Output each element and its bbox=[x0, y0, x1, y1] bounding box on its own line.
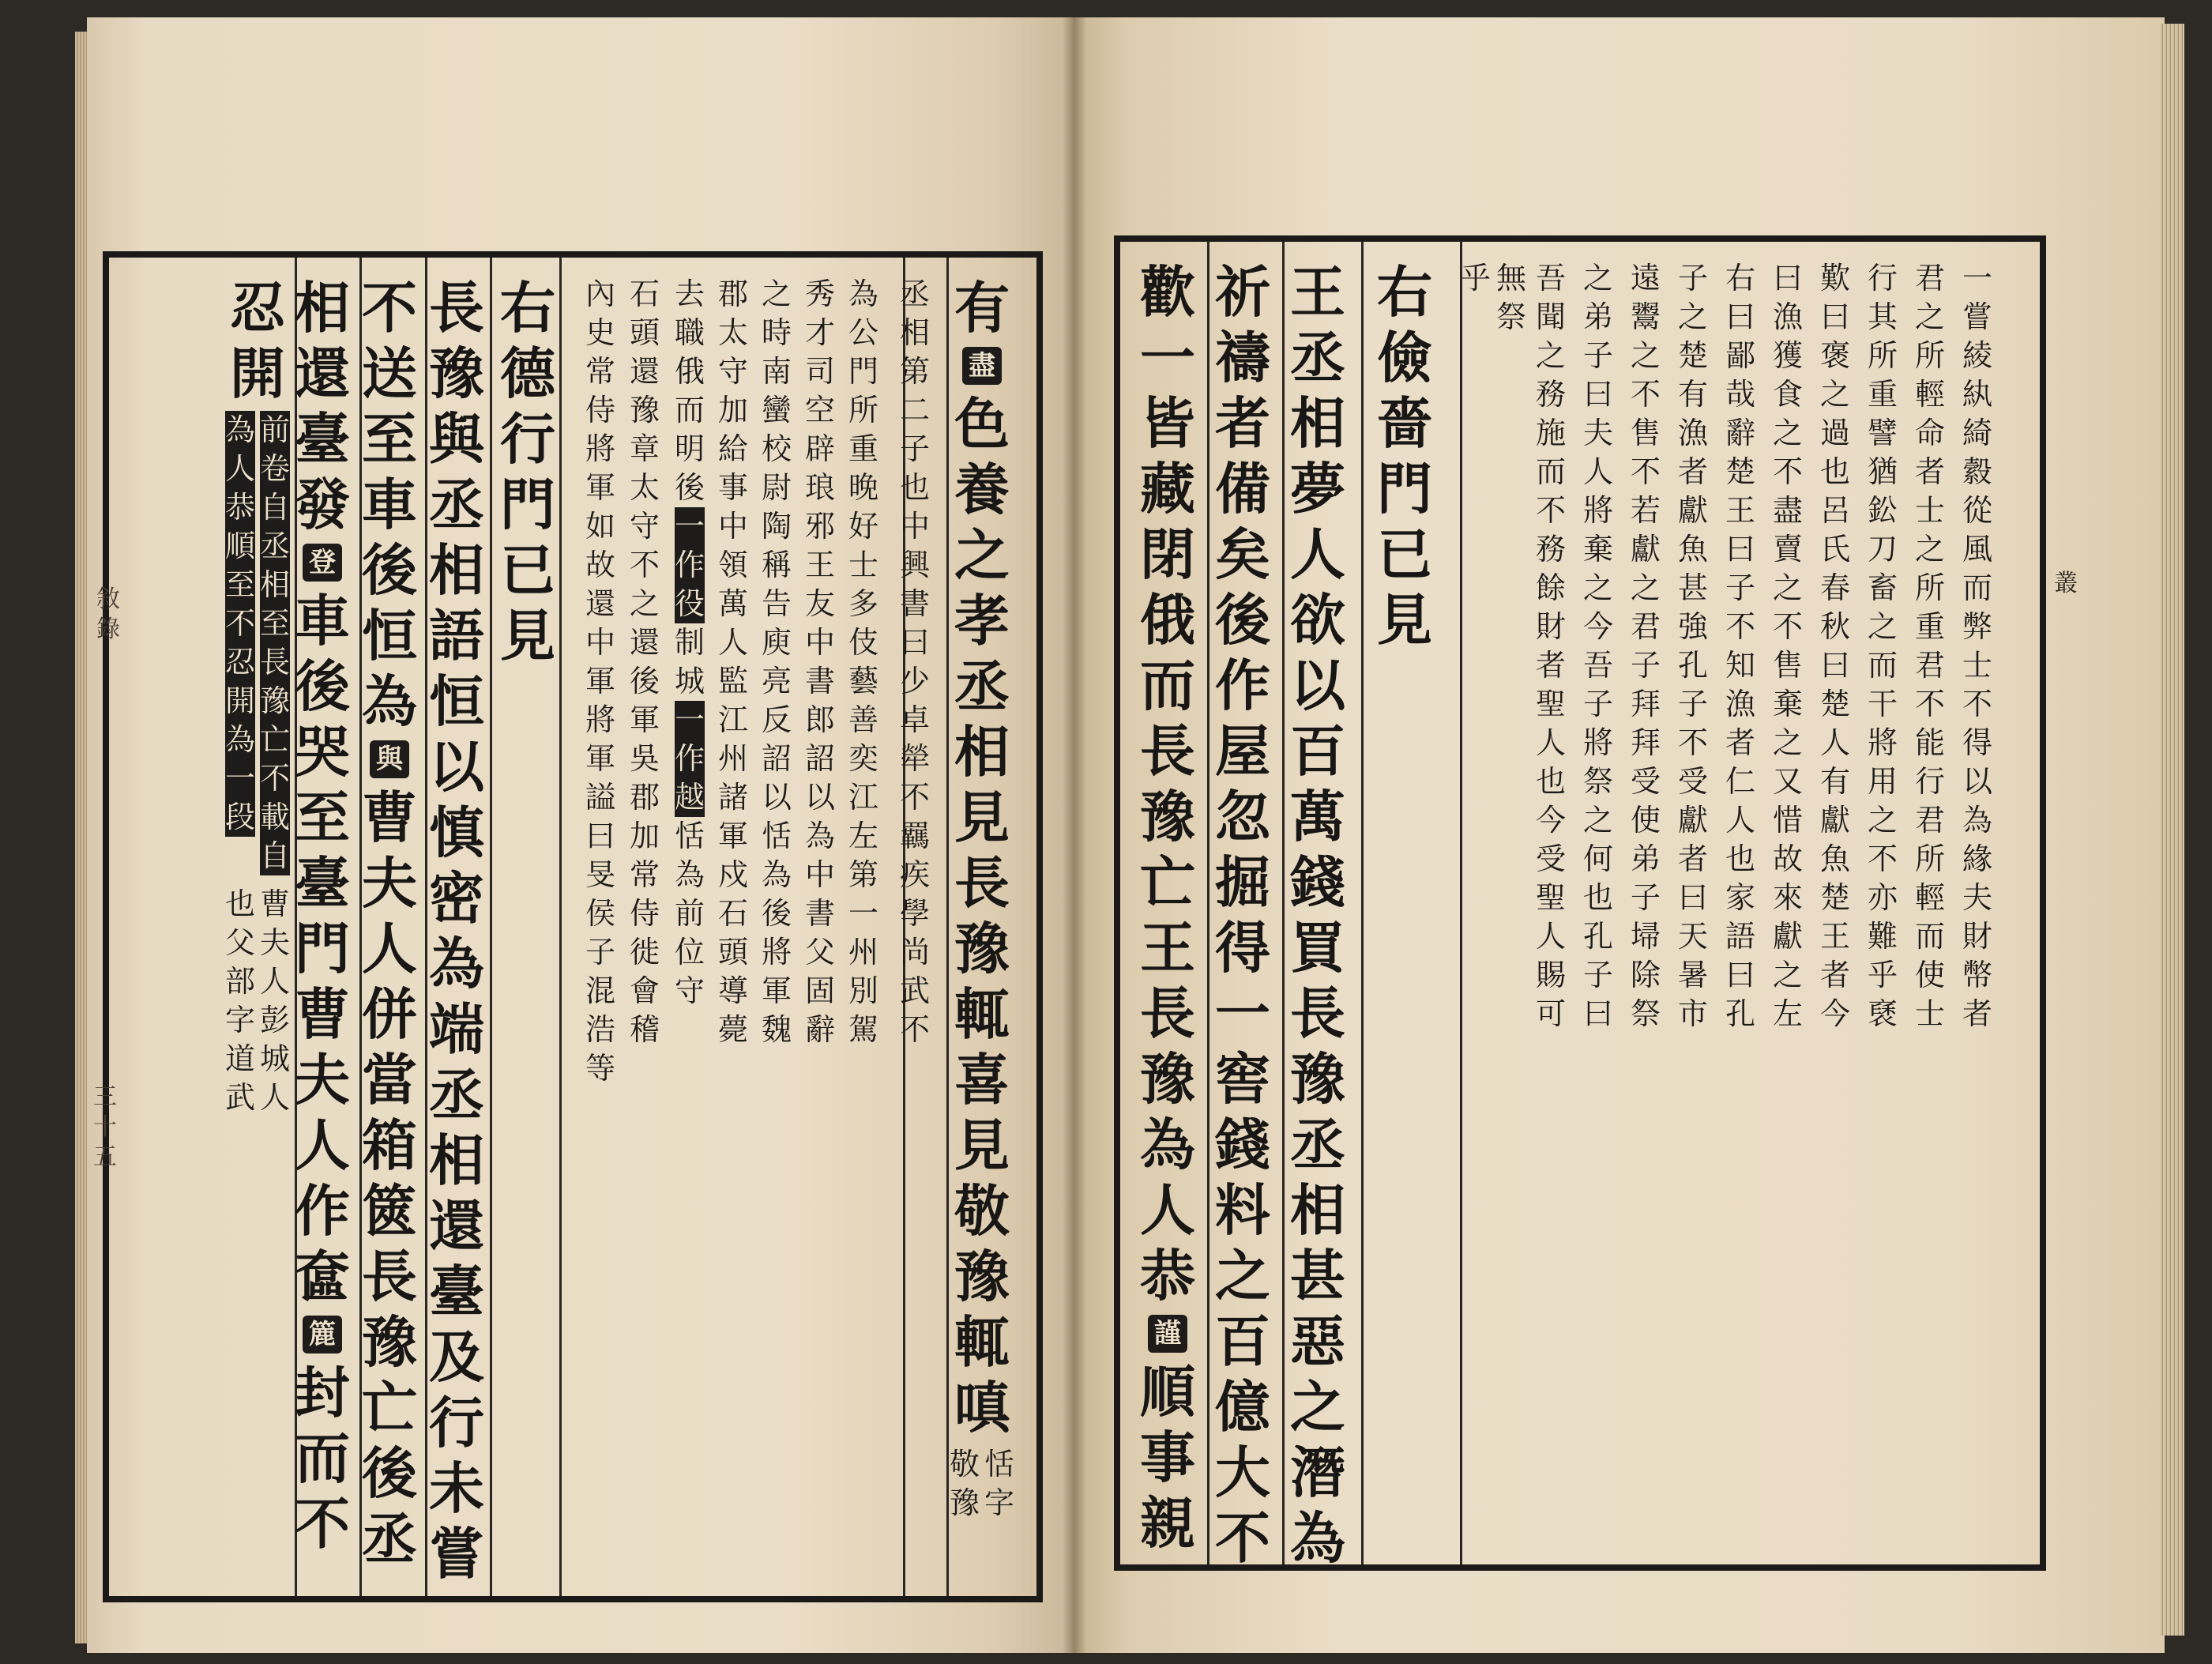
commentary-text: 丞 相 第 二 子 也 中 興 書 曰 少 卓 犖 不 羈 疾 學 尚 武 不 bbox=[899, 277, 930, 1047]
inverted-note: 一 作 役 bbox=[675, 507, 705, 623]
commentary-text: 曰 漁 獲 食 之 不 盡 賣 之 不 售 棄 之 又 惜 故 來 獻 之 左 bbox=[1772, 261, 1803, 1031]
commentary-text: 乎 bbox=[1460, 261, 1491, 296]
text-column bbox=[950, 275, 1014, 1527]
text-column bbox=[1718, 259, 1762, 1033]
text-column bbox=[1529, 259, 1573, 1033]
commentary-text: 之 弟 子 曰 夫 人 將 棄 之 今 吾 子 將 祭 之 何 也 孔 子 曰 bbox=[1582, 261, 1613, 1031]
text-column bbox=[1955, 259, 1999, 1033]
annotation-line: 曹 夫 人 彭 城 人 bbox=[260, 887, 291, 1115]
main-text: 不 送 至 車 後 恒 為 bbox=[362, 275, 417, 734]
text-column bbox=[1623, 259, 1668, 1033]
commentary-text: 秀 才 司 空 辟 琅 邪 王 友 中 書 郎 詔 以 為 中 書 父 固 辭 bbox=[804, 277, 835, 1047]
text-column bbox=[1576, 259, 1620, 1033]
main-text: 王 丞 相 夢 人 欲 以 百 萬 錢 買 長 豫 丞 相 甚 惡 之 潛 為 bbox=[1290, 259, 1345, 1571]
text-column bbox=[841, 275, 886, 1049]
right-page-edges bbox=[2161, 24, 2184, 1636]
column-rule bbox=[1282, 242, 1285, 1564]
left-text-frame bbox=[103, 251, 1043, 1602]
commentary-text: 之 時 南 蠻 校 尉 陶 稱 告 庾 亮 反 詔 以 恬 為 後 將 軍 魏 bbox=[761, 277, 792, 1047]
column-rule bbox=[1460, 242, 1462, 1564]
main-text: 曹 夫 人 併 當 箱 篋 長 豫 亡 後 丞 bbox=[362, 785, 417, 1572]
main-text: 封 而 不 bbox=[295, 1360, 350, 1557]
text-column bbox=[754, 275, 799, 1049]
text-column bbox=[1492, 259, 1531, 337]
right-margin-mark: 叢 bbox=[2054, 570, 2078, 597]
book-gutter bbox=[1063, 17, 1086, 1653]
variant-char-badge: 與 bbox=[370, 740, 409, 778]
column-rule bbox=[1361, 242, 1364, 1564]
commentary-text: 為 公 門 所 重 晚 好 士 多 伎 藝 善 奕 江 左 第 一 州 別 駕 bbox=[848, 277, 878, 1047]
text-column bbox=[623, 275, 667, 1049]
text-column bbox=[1456, 259, 1495, 298]
main-text: 歡 一 皆 藏 閉 俄 而 長 豫 亡 王 長 豫 為 人 恭 bbox=[1140, 259, 1195, 1308]
commentary-text: 一 嘗 綾 紈 綺 縠 從 風 而 弊 士 不 得 以 為 緣 夫 財 幣 者 bbox=[1962, 261, 1992, 1031]
text-column bbox=[578, 275, 623, 1088]
text-column bbox=[1136, 259, 1199, 1556]
annotation-line: 為 人 恭 順 至 不 忍 開 為 一 段 bbox=[225, 411, 255, 875]
inverted-note: 一 作 越 bbox=[675, 701, 705, 817]
inline-annotation bbox=[950, 1445, 1014, 1523]
text-column bbox=[1373, 259, 1436, 653]
main-text: 順 事 親 bbox=[1140, 1359, 1195, 1556]
main-text: 長 豫 與 丞 相 語 恒 以 慎 密 為 端 丞 相 還 臺 及 行 未 嘗 bbox=[429, 275, 484, 1587]
commentary-text: 君 之 所 輕 命 者 士 之 所 重 君 不 能 行 君 所 輕 而 使 士 bbox=[1914, 261, 1945, 1031]
main-text: 祈 禱 者 備 矣 後 作 屋 忽 掘 得 一 窖 錢 料 之 百 億 大 不 bbox=[1215, 259, 1270, 1571]
text-column bbox=[1671, 259, 1715, 1033]
annotation-line: 敬 豫 bbox=[949, 1447, 980, 1520]
column-rule bbox=[1207, 242, 1209, 1564]
text-column bbox=[425, 275, 488, 1587]
commentary-text: 無 祭 bbox=[1495, 261, 1526, 334]
commentary-text: 石 頭 還 豫 章 太 守 不 之 還 後 軍 吳 郡 加 常 侍 徙 會 稽 bbox=[629, 277, 660, 1047]
text-column bbox=[226, 275, 289, 1122]
annotation-line: 也 父 部 字 道 武 bbox=[224, 887, 255, 1115]
main-text: 忍 開 bbox=[230, 275, 285, 406]
commentary-text: 內 史 常 侍 將 軍 如 故 還 中 軍 將 軍 謚 曰 旻 侯 子 混 浩 等 bbox=[585, 277, 615, 1086]
commentary-text: 遠 鬻 之 不 售 不 若 獻 之 君 子 拜 拜 受 使 弟 子 埽 除 祭 bbox=[1630, 261, 1661, 1031]
commentary-text: 行 其 所 重 譬 猶 鈆 刀 畜 之 而 干 將 用 之 不 亦 難 乎 褎 bbox=[1867, 261, 1898, 1031]
text-column bbox=[1908, 259, 1952, 1033]
commentary-text: 制 城 bbox=[674, 625, 705, 698]
commentary-text: 郡 太 守 加 給 事 中 領 萬 人 監 江 州 諸 軍 戍 石 頭 導 薨 bbox=[717, 277, 748, 1047]
main-text: 相 還 臺 發 bbox=[295, 275, 350, 537]
commentary-text: 歎 曰 褒 之 過 也 呂 氏 春 秋 曰 楚 人 有 獻 魚 楚 王 者 今 bbox=[1819, 261, 1850, 1031]
commentary-text: 去 職 俄 而 明 後 bbox=[674, 277, 705, 505]
left-margin-mark: 敘 錄 bbox=[96, 585, 120, 643]
commentary-text: 子 之 楚 有 漁 者 獻 魚 甚 強 孔 子 不 受 獻 者 曰 天 暑 市 bbox=[1677, 261, 1708, 1031]
variant-char-badge: 登 bbox=[303, 544, 342, 582]
text-column bbox=[291, 275, 354, 1557]
main-text: 右 德 行 門 已 見 bbox=[500, 275, 555, 668]
column-rule bbox=[946, 258, 949, 1596]
inline-annotation bbox=[225, 885, 290, 1117]
text-column bbox=[358, 275, 421, 1572]
annotation-line: 恬 字 bbox=[984, 1447, 1015, 1520]
column-rule bbox=[559, 258, 562, 1596]
variant-char-badge: 謹 bbox=[1148, 1315, 1187, 1353]
annotation-line: 前 卷 自 丞 相 至 長 豫 亡 不 載 自 bbox=[260, 411, 290, 875]
commentary-text: 恬 為 前 位 守 bbox=[674, 819, 705, 1008]
text-column bbox=[893, 275, 937, 1049]
text-column bbox=[1286, 259, 1349, 1571]
commentary-text: 右 曰 鄙 哉 辭 楚 王 曰 子 不 知 漁 者 仁 人 也 家 語 曰 孔 bbox=[1725, 261, 1755, 1031]
text-column bbox=[711, 275, 755, 1049]
text-column bbox=[1766, 259, 1810, 1033]
main-text: 有 bbox=[954, 275, 1010, 341]
column-rule bbox=[490, 258, 492, 1596]
inline-annotation bbox=[225, 411, 290, 875]
left-margin-number: 三 十 五 bbox=[93, 1083, 117, 1171]
text-column bbox=[1813, 259, 1857, 1033]
variant-char-badge: 簏 bbox=[303, 1316, 342, 1353]
text-column bbox=[1211, 259, 1274, 1571]
main-text: 右 儉 嗇 門 已 見 bbox=[1377, 259, 1432, 653]
commentary-text: 吾 聞 之 務 施 而 不 務 餘 財 者 聖 人 也 今 受 聖 人 賜 可 bbox=[1535, 261, 1566, 1031]
main-text: 車 後 哭 至 臺 門 曹 夫 人 作 奩 bbox=[295, 588, 350, 1309]
text-column bbox=[1860, 259, 1905, 1033]
right-text-frame bbox=[1114, 235, 2046, 1571]
text-column bbox=[668, 275, 712, 1011]
text-column bbox=[496, 275, 559, 668]
main-text: 色 養 之 孝 丞 相 見 長 豫 輒 喜 見 敬 豫 輒 嗔 bbox=[954, 391, 1010, 1440]
variant-char-badge: 盡 bbox=[962, 347, 1002, 385]
text-column bbox=[798, 275, 842, 1049]
